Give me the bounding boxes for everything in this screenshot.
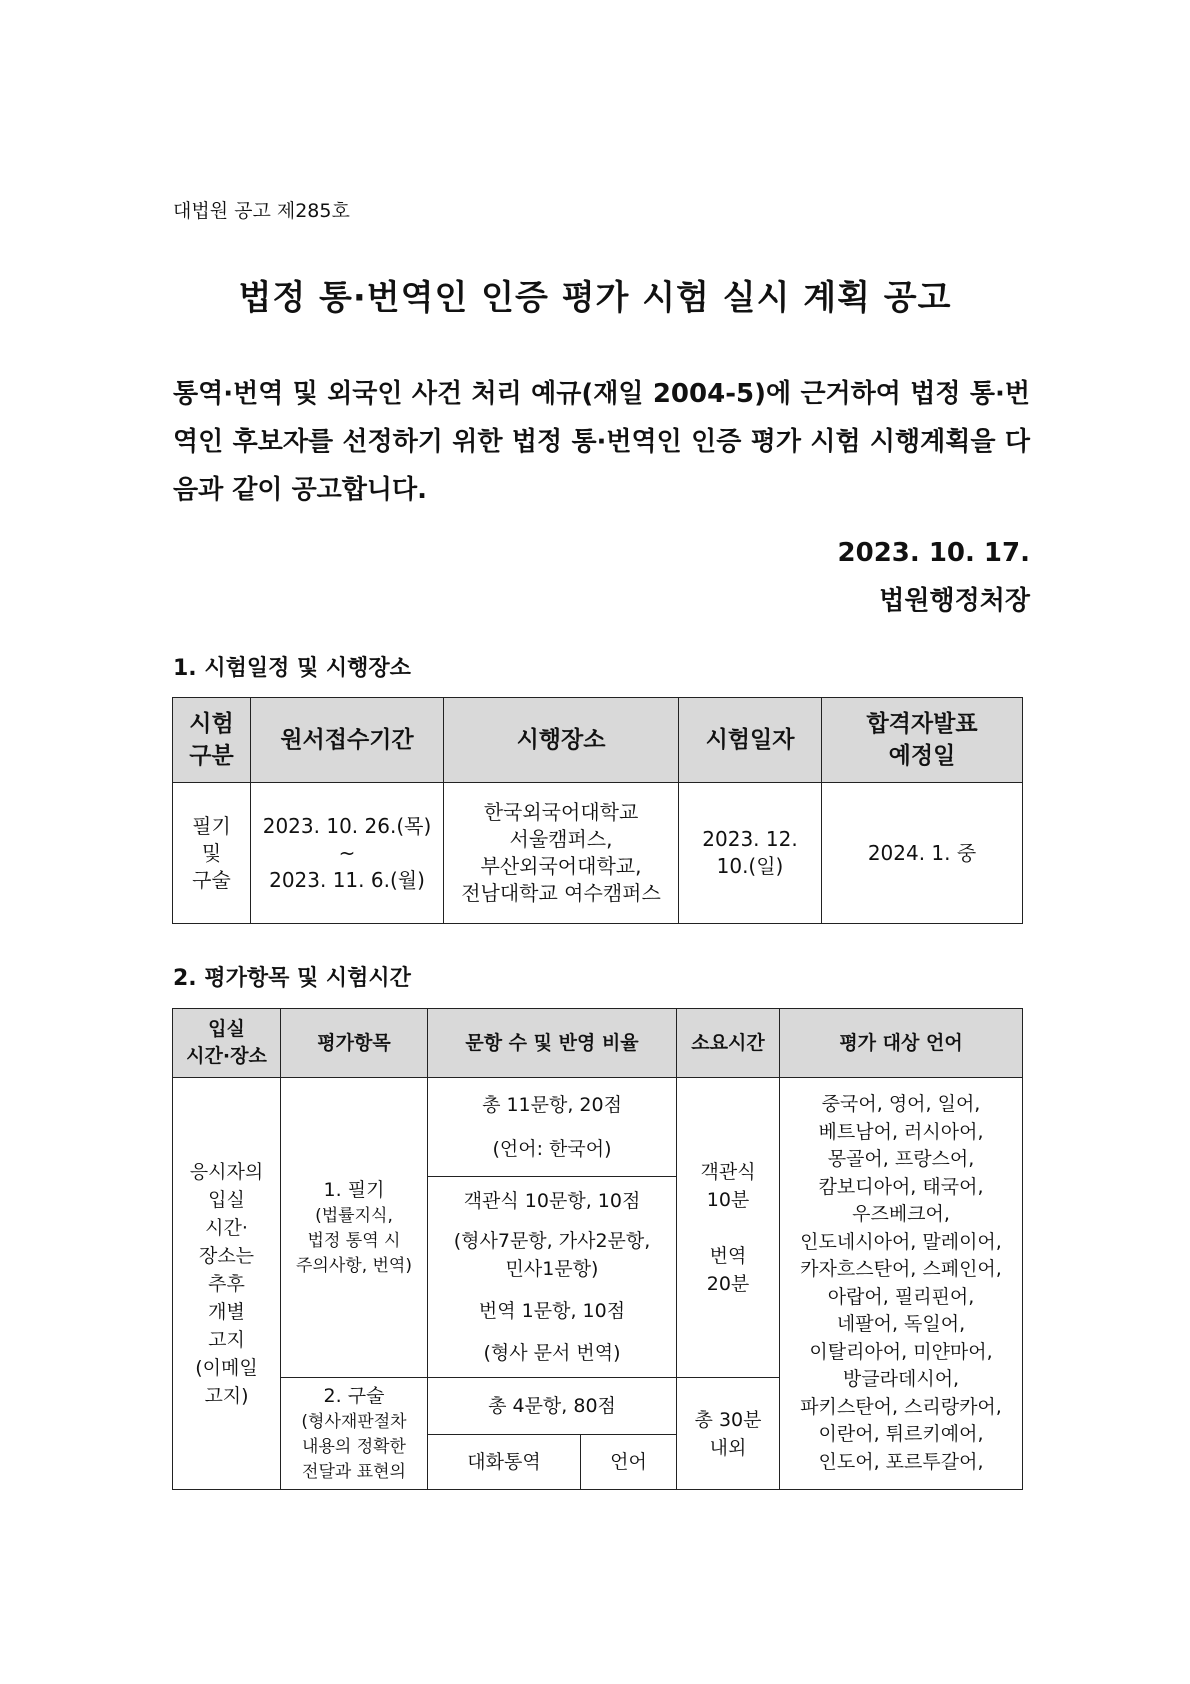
written-time-line4: 20분 [706, 1272, 750, 1295]
language-line: 카자흐스탄어, 스페인어, [800, 1258, 1002, 1280]
oral-time-line2: 내외 [709, 1436, 747, 1459]
language-line: 파키스탄어, 스리랑카어, [800, 1395, 1002, 1418]
oral-desc-line1: (형사재판절차 [301, 1412, 407, 1432]
entry-line: (이메일 [195, 1356, 258, 1379]
language-line: 이탈리아어, 미얀마어, [809, 1340, 993, 1363]
spacer [428, 1325, 676, 1339]
oral-name: 2. 구술 [323, 1385, 385, 1407]
header-result-date [822, 698, 1023, 783]
venue-line1: 한국외국어대학교 [483, 800, 639, 824]
schedule-row [173, 783, 1023, 924]
language-line: 아랍어, 필리핀어, [827, 1285, 975, 1308]
cell-written-detail [428, 1177, 677, 1378]
entry-line: 시간· [205, 1216, 248, 1239]
notice-date: 2023. 10. 17. [837, 538, 1030, 568]
header-exam-type-line1: 시험 [189, 711, 234, 737]
language-line: 방글라데시어, [842, 1368, 960, 1390]
written-time-spacer [677, 1214, 779, 1242]
application-tilde: ~ [338, 840, 356, 865]
written-desc-line2: 법정 통역 시 [307, 1231, 401, 1251]
entry-line: 고지 [208, 1328, 245, 1351]
language-line: 중국어, 영어, 일어, [821, 1093, 981, 1115]
cell-result-date: 2024. 1. 중 [822, 783, 1023, 924]
written-time-line1: 객관식 [700, 1160, 756, 1183]
exam-type-line1: 필기 [192, 813, 231, 838]
language-line: 몽골어, 프랑스어, [827, 1148, 975, 1170]
venue-line3: 부산외국어대학교, [480, 854, 642, 878]
cell-exam-type [173, 783, 251, 924]
page-title: 법정 통·번역인 인증 평가 시험 실시 계획 공고 [238, 278, 952, 318]
entry-line: 장소는 [198, 1244, 255, 1267]
exam-type-line3: 구술 [192, 867, 231, 892]
application-end: 2023. 11. 6.(월) [269, 867, 425, 892]
header-venue: 시행장소 [444, 698, 679, 783]
entry-line: 고지) [204, 1384, 249, 1407]
header-result-line2: 예정일 [888, 743, 956, 769]
oral-time-line1: 총 30분 [694, 1408, 762, 1431]
written-name: 1. 필기 [323, 1179, 385, 1201]
language-line: 인도네시아어, 말레이어, [800, 1230, 1002, 1253]
cell-oral-time [677, 1378, 780, 1490]
cell-oral-language: 언어 [581, 1435, 677, 1490]
header-entry-line2: 시간·장소 [186, 1045, 267, 1067]
language-line: 우즈베크어, [852, 1203, 950, 1225]
header-entry-line1: 입실 [208, 1018, 245, 1040]
cell-venue [444, 783, 679, 924]
issuer: 법원행정처장 [879, 586, 1030, 616]
cell-languages [780, 1078, 1023, 1490]
cell-written-item [281, 1078, 428, 1378]
cell-oral-item [281, 1378, 428, 1490]
written-mc-detail-line2: 민사1문항) [505, 1258, 599, 1280]
cell-oral-total: 총 4문항, 80점 [428, 1378, 677, 1435]
venue-line2: 서울캠퍼스, [509, 827, 613, 851]
language-line: 이란어, 튀르키예어, [818, 1423, 984, 1445]
notice-number: 대법원 공고 제285호 [173, 200, 350, 222]
cell-written-total [428, 1078, 677, 1177]
application-start: 2023. 10. 26.(목) [262, 813, 432, 838]
evaluation-header-row [173, 1009, 1023, 1078]
cell-exam-date [679, 783, 822, 924]
header-languages: 평가 대상 언어 [780, 1009, 1023, 1078]
written-language: (언어: 한국어) [492, 1138, 612, 1160]
entry-line: 개별 [208, 1300, 245, 1323]
written-desc-line3: 주의사항, 번역) [296, 1256, 412, 1276]
language-line: 네팔어, 독일어, [836, 1313, 966, 1335]
written-time-line3: 번역 [709, 1244, 747, 1267]
oral-desc-line3: 전달과 표현의 [302, 1462, 406, 1482]
cell-entry [173, 1078, 281, 1490]
written-translation: 번역 1문항, 10점 [478, 1300, 626, 1322]
exam-date-line1: 2023. 12. [702, 827, 798, 851]
written-desc-line1: (법률지식, [315, 1206, 393, 1226]
header-exam-date: 시험일자 [679, 698, 822, 783]
header-exam-type [173, 698, 251, 783]
header-exam-type-line2: 구분 [189, 743, 234, 769]
spacer [428, 1283, 676, 1297]
exam-type-line2: 및 [201, 840, 222, 865]
written-time-line2: 10분 [706, 1188, 750, 1211]
entry-line: 추후 [208, 1272, 245, 1295]
header-item: 평가항목 [281, 1009, 428, 1078]
oral-desc-line2: 내용의 정확한 [302, 1437, 406, 1457]
header-time: 소요시간 [677, 1009, 780, 1078]
written-mc-detail-line1: (형사7문항, 가사2문항, [453, 1230, 651, 1252]
language-line: 캄보디아어, 태국어, [818, 1175, 984, 1198]
entry-line: 입실 [208, 1188, 245, 1211]
venue-line4: 전남대학교 여수캠퍼스 [461, 881, 661, 905]
evaluation-table [172, 1008, 1023, 1490]
section-2-heading: 2. 평가항목 및 시험시간 [173, 966, 411, 991]
language-line: 베트남어, 러시아어, [818, 1120, 984, 1143]
cell-written-time [677, 1078, 780, 1378]
header-application-period: 원서접수기간 [251, 698, 444, 783]
section-1-heading: 1. 시험일정 및 시행장소 [173, 656, 411, 681]
written-total: 총 11문항, 20점 [482, 1094, 622, 1116]
exam-date-line2: 10.(일) [716, 854, 784, 878]
language-line: 인도어, 포르투갈어, [818, 1450, 984, 1473]
schedule-table [172, 697, 1023, 924]
written-row-total [173, 1078, 1023, 1177]
cell-oral-dialog: 대화통역 [428, 1435, 581, 1490]
spacer [428, 1215, 676, 1227]
schedule-header-row [173, 698, 1023, 783]
written-translation-detail: (형사 문서 번역) [483, 1342, 621, 1364]
written-mc: 객관식 10문항, 10점 [463, 1190, 641, 1212]
header-questions: 문항 수 및 반영 비율 [428, 1009, 677, 1078]
cell-application-period [251, 783, 444, 924]
header-entry [173, 1009, 281, 1078]
header-result-line1: 합격자발표 [866, 711, 978, 737]
intro-paragraph: 통역·번역 및 외국인 사건 처리 예규(재일 2004-5)에 근거하여 법정 통·번역인 후보자를 선정하기 위한 법정 통·번역인 인증 평가 시험 시행계획을 다음과 같이 공고합니다. [173, 379, 1030, 505]
entry-line: 응시자의 [189, 1160, 264, 1183]
